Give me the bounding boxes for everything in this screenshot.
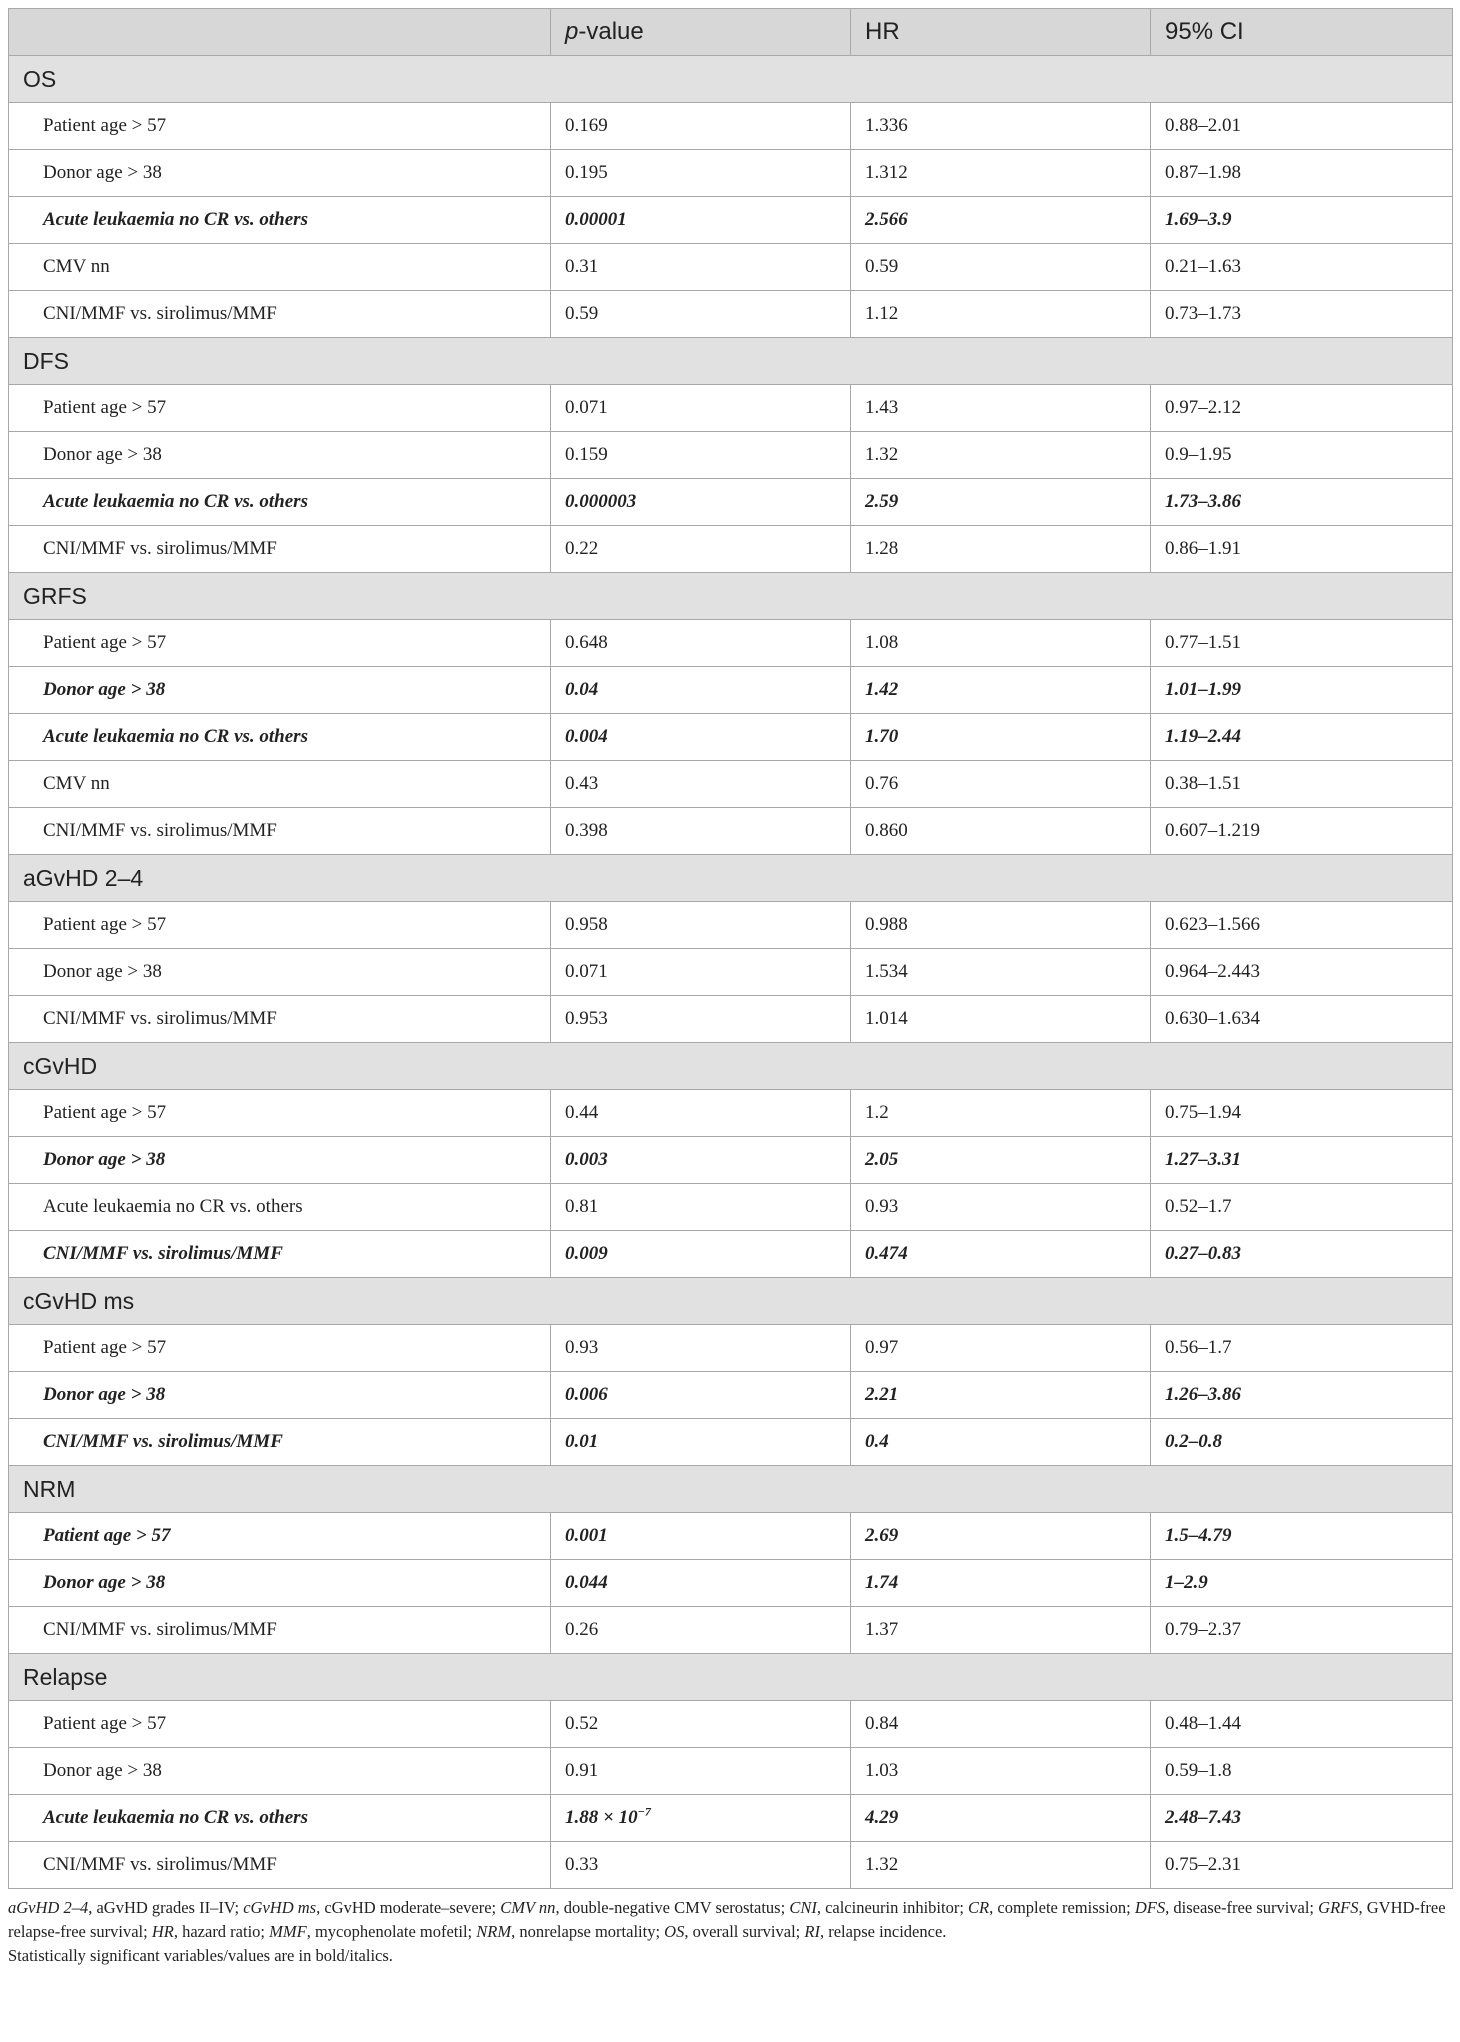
- section-row: [9, 338, 1453, 385]
- variable-cell: Patient age > 57: [9, 1090, 551, 1137]
- p-value-cell: 0.000003: [551, 479, 851, 526]
- results-table-container: [8, 8, 1452, 1968]
- p-value-cell: 0.159: [551, 432, 851, 479]
- ci-cell: 1.73–3.86: [1151, 479, 1453, 526]
- variable-cell: CNI/MMF vs. sirolimus/MMF: [9, 808, 551, 855]
- hr-cell: 1.03: [851, 1748, 1151, 1795]
- ci-cell: 0.964–2.443: [1151, 949, 1453, 996]
- p-value-cell: 0.195: [551, 150, 851, 197]
- ci-cell: 0.97–2.12: [1151, 385, 1453, 432]
- hr-cell: 1.2: [851, 1090, 1151, 1137]
- ci-cell: 0.9–1.95: [1151, 432, 1453, 479]
- variable-cell: Donor age > 38: [9, 1560, 551, 1607]
- hr-cell: 0.988: [851, 902, 1151, 949]
- ci-cell: 0.27–0.83: [1151, 1231, 1453, 1278]
- table-row: [9, 996, 1453, 1043]
- p-value-cell: 0.44: [551, 1090, 851, 1137]
- hr-cell: 0.84: [851, 1701, 1151, 1748]
- header-hr: HR: [851, 9, 1151, 56]
- hr-cell: 1.312: [851, 150, 1151, 197]
- table-row: [9, 526, 1453, 573]
- table-row: [9, 1231, 1453, 1278]
- ci-cell: 0.2–0.8: [1151, 1419, 1453, 1466]
- table-row: [9, 1748, 1453, 1795]
- hr-cell: 1.12: [851, 291, 1151, 338]
- significance-note: Statistically significant variables/values are in bold/italics.: [8, 1946, 393, 1965]
- abbreviation-term: cGvHD ms: [243, 1898, 317, 1917]
- p-value-cell: 0.009: [551, 1231, 851, 1278]
- variable-cell: CMV nn: [9, 761, 551, 808]
- hr-cell: 0.76: [851, 761, 1151, 808]
- ci-cell: 0.607–1.219: [1151, 808, 1453, 855]
- p-value-cell: 0.81: [551, 1184, 851, 1231]
- section-title: cGvHD ms: [9, 1278, 1453, 1325]
- p-value-cell: 0.398: [551, 808, 851, 855]
- p-value-cell: 0.93: [551, 1325, 851, 1372]
- variable-cell: CNI/MMF vs. sirolimus/MMF: [9, 526, 551, 573]
- ci-cell: 1.69–3.9: [1151, 197, 1453, 244]
- hr-cell: 4.29: [851, 1795, 1151, 1842]
- hr-cell: 2.05: [851, 1137, 1151, 1184]
- p-value-cell: [551, 1795, 851, 1842]
- table-row: [9, 1560, 1453, 1607]
- hr-cell: 1.37: [851, 1607, 1151, 1654]
- hr-cell: 0.59: [851, 244, 1151, 291]
- p-value-cell: 0.071: [551, 949, 851, 996]
- abbreviations-text: aGvHD 2–4, aGvHD grades II–IV; cGvHD ms, cGvHD moderate–severe; CMV nn, double-negative CMV serostatus; CNI, calcineurin inhibitor; CR, complete remission; DFS, disease-free survival; GRFS, GVHD-free relapse-free survival; HR, hazard ratio; MMF, mycophenolate mofetil; NRM, nonrelapse mortality; OS, overall survival; RI, relapse incidence.: [8, 1898, 1446, 1941]
- p-value-cell: 0.91: [551, 1748, 851, 1795]
- hr-cell: 1.08: [851, 620, 1151, 667]
- table-row: [9, 1419, 1453, 1466]
- variable-cell: Patient age > 57: [9, 620, 551, 667]
- ci-cell: 1–2.9: [1151, 1560, 1453, 1607]
- ci-cell: 0.623–1.566: [1151, 902, 1453, 949]
- section-title: GRFS: [9, 573, 1453, 620]
- table-row: [9, 1607, 1453, 1654]
- variable-cell: Donor age > 38: [9, 1748, 551, 1795]
- variable-cell: Donor age > 38: [9, 150, 551, 197]
- variable-cell: Donor age > 38: [9, 667, 551, 714]
- hr-cell: 0.4: [851, 1419, 1151, 1466]
- section-row: [9, 1043, 1453, 1090]
- variable-cell: Acute leukaemia no CR vs. others: [9, 197, 551, 244]
- table-row: [9, 432, 1453, 479]
- hr-cell: 1.014: [851, 996, 1151, 1043]
- p-value-cell: 0.59: [551, 291, 851, 338]
- variable-cell: Patient age > 57: [9, 1701, 551, 1748]
- table-footnote: [8, 1896, 1452, 1968]
- ci-cell: 0.630–1.634: [1151, 996, 1453, 1043]
- hr-cell: 1.42: [851, 667, 1151, 714]
- p-value-cell: 0.00001: [551, 197, 851, 244]
- ci-cell: 0.88–2.01: [1151, 103, 1453, 150]
- table-row: [9, 150, 1453, 197]
- table-row: [9, 1325, 1453, 1372]
- table-row: [9, 1137, 1453, 1184]
- variable-cell: Patient age > 57: [9, 385, 551, 432]
- table-row: [9, 761, 1453, 808]
- ci-cell: 1.01–1.99: [1151, 667, 1453, 714]
- variable-cell: Patient age > 57: [9, 103, 551, 150]
- ci-cell: 0.75–2.31: [1151, 1842, 1453, 1889]
- hr-cell: 2.59: [851, 479, 1151, 526]
- p-value-cell: 0.071: [551, 385, 851, 432]
- table-row: [9, 103, 1453, 150]
- variable-cell: CNI/MMF vs. sirolimus/MMF: [9, 1231, 551, 1278]
- table-row: [9, 1842, 1453, 1889]
- section-title: DFS: [9, 338, 1453, 385]
- table-row: [9, 1184, 1453, 1231]
- p-value-cell: 0.43: [551, 761, 851, 808]
- hr-cell: 0.97: [851, 1325, 1151, 1372]
- table-row: [9, 620, 1453, 667]
- table-row: [9, 385, 1453, 432]
- p-value-cell: 0.22: [551, 526, 851, 573]
- table-row: [9, 1513, 1453, 1560]
- p-value-exponent: −7: [637, 1804, 651, 1819]
- hr-cell: 1.534: [851, 949, 1151, 996]
- header-ci: 95% CI: [1151, 9, 1453, 56]
- hr-cell: 0.93: [851, 1184, 1151, 1231]
- section-title: cGvHD: [9, 1043, 1453, 1090]
- table-row: [9, 1372, 1453, 1419]
- p-value-cell: 0.04: [551, 667, 851, 714]
- ci-cell: 0.75–1.94: [1151, 1090, 1453, 1137]
- table-row: [9, 1090, 1453, 1137]
- ci-cell: 0.86–1.91: [1151, 526, 1453, 573]
- ci-cell: 1.19–2.44: [1151, 714, 1453, 761]
- variable-cell: Acute leukaemia no CR vs. others: [9, 714, 551, 761]
- abbreviation-term: MMF: [269, 1922, 307, 1941]
- p-value-cell: 0.31: [551, 244, 851, 291]
- hr-cell: 1.32: [851, 432, 1151, 479]
- ci-cell: 1.5–4.79: [1151, 1513, 1453, 1560]
- variable-cell: Acute leukaemia no CR vs. others: [9, 1795, 551, 1842]
- abbreviation-term: HR: [151, 1922, 174, 1941]
- hr-cell: 1.74: [851, 1560, 1151, 1607]
- hr-cell: 2.566: [851, 197, 1151, 244]
- p-value-cell: 0.004: [551, 714, 851, 761]
- hr-cell: 1.28: [851, 526, 1151, 573]
- abbreviation-term: DFS: [1134, 1898, 1166, 1917]
- section-row: [9, 1278, 1453, 1325]
- abbreviation-term: CMV nn: [500, 1898, 556, 1917]
- p-value-cell: 0.52: [551, 1701, 851, 1748]
- table-row: [9, 1795, 1453, 1842]
- abbreviation-term: CR: [968, 1898, 990, 1917]
- ci-cell: 1.27–3.31: [1151, 1137, 1453, 1184]
- hr-cell: 0.860: [851, 808, 1151, 855]
- section-title: Relapse: [9, 1654, 1453, 1701]
- table-row: [9, 714, 1453, 761]
- abbreviation-term: OS: [664, 1922, 685, 1941]
- section-row: [9, 1654, 1453, 1701]
- section-row: [9, 56, 1453, 103]
- ci-cell: 0.79–2.37: [1151, 1607, 1453, 1654]
- p-value-cell: 0.33: [551, 1842, 851, 1889]
- table-row: [9, 197, 1453, 244]
- hr-cell: 2.69: [851, 1513, 1151, 1560]
- ci-cell: 1.26–3.86: [1151, 1372, 1453, 1419]
- section-row: [9, 1466, 1453, 1513]
- section-title: OS: [9, 56, 1453, 103]
- variable-cell: Donor age > 38: [9, 1372, 551, 1419]
- p-value-cell: 0.01: [551, 1419, 851, 1466]
- variable-cell: Donor age > 38: [9, 1137, 551, 1184]
- variable-cell: CNI/MMF vs. sirolimus/MMF: [9, 1842, 551, 1889]
- ci-cell: 0.73–1.73: [1151, 291, 1453, 338]
- variable-cell: Patient age > 57: [9, 1513, 551, 1560]
- section-row: [9, 855, 1453, 902]
- p-value-cell: 0.003: [551, 1137, 851, 1184]
- p-value-cell: 0.044: [551, 1560, 851, 1607]
- variable-cell: Acute leukaemia no CR vs. others: [9, 1184, 551, 1231]
- abbreviation-term: RI: [804, 1922, 820, 1941]
- ci-cell: 0.59–1.8: [1151, 1748, 1453, 1795]
- ci-cell: 0.56–1.7: [1151, 1325, 1453, 1372]
- hr-cell: 1.70: [851, 714, 1151, 761]
- table-row: [9, 902, 1453, 949]
- p-value-cell: 0.648: [551, 620, 851, 667]
- hr-cell: 1.43: [851, 385, 1151, 432]
- section-row: [9, 573, 1453, 620]
- ci-cell: 0.38–1.51: [1151, 761, 1453, 808]
- hazard-ratio-table: [8, 8, 1453, 1889]
- p-value-cell: 0.001: [551, 1513, 851, 1560]
- p-value-cell: 0.169: [551, 103, 851, 150]
- table-row: [9, 244, 1453, 291]
- hr-cell: 2.21: [851, 1372, 1151, 1419]
- hr-cell: 1.336: [851, 103, 1151, 150]
- table-row: [9, 949, 1453, 996]
- variable-cell: Donor age > 38: [9, 432, 551, 479]
- abbreviation-term: CNI: [789, 1898, 817, 1917]
- variable-cell: CNI/MMF vs. sirolimus/MMF: [9, 996, 551, 1043]
- ci-cell: 2.48–7.43: [1151, 1795, 1453, 1842]
- ci-cell: 0.21–1.63: [1151, 244, 1453, 291]
- table-row: [9, 808, 1453, 855]
- table-row: [9, 1701, 1453, 1748]
- hr-cell: 1.32: [851, 1842, 1151, 1889]
- variable-cell: Patient age > 57: [9, 1325, 551, 1372]
- p-value-cell: 0.958: [551, 902, 851, 949]
- p-value-mantissa: 1.88 × 10: [565, 1807, 638, 1828]
- p-value-cell: 0.26: [551, 1607, 851, 1654]
- variable-cell: CNI/MMF vs. sirolimus/MMF: [9, 1419, 551, 1466]
- abbreviation-term: NRM: [476, 1922, 512, 1941]
- p-value-cell: 0.006: [551, 1372, 851, 1419]
- section-title: NRM: [9, 1466, 1453, 1513]
- variable-cell: Donor age > 38: [9, 949, 551, 996]
- header-variable: [9, 9, 551, 56]
- variable-cell: Acute leukaemia no CR vs. others: [9, 479, 551, 526]
- variable-cell: CNI/MMF vs. sirolimus/MMF: [9, 1607, 551, 1654]
- table-row: [9, 479, 1453, 526]
- section-title: aGvHD 2–4: [9, 855, 1453, 902]
- p-value-cell: 0.953: [551, 996, 851, 1043]
- header-p-value: p-value: [551, 9, 851, 56]
- variable-cell: CNI/MMF vs. sirolimus/MMF: [9, 291, 551, 338]
- variable-cell: CMV nn: [9, 244, 551, 291]
- table-row: [9, 667, 1453, 714]
- ci-cell: 0.52–1.7: [1151, 1184, 1453, 1231]
- table-row: [9, 291, 1453, 338]
- table-header-row: [9, 9, 1453, 56]
- abbreviation-term: aGvHD 2–4: [8, 1898, 89, 1917]
- hr-cell: 0.474: [851, 1231, 1151, 1278]
- abbreviation-term: GRFS: [1318, 1898, 1359, 1917]
- variable-cell: Patient age > 57: [9, 902, 551, 949]
- ci-cell: 0.48–1.44: [1151, 1701, 1453, 1748]
- ci-cell: 0.77–1.51: [1151, 620, 1453, 667]
- ci-cell: 0.87–1.98: [1151, 150, 1453, 197]
